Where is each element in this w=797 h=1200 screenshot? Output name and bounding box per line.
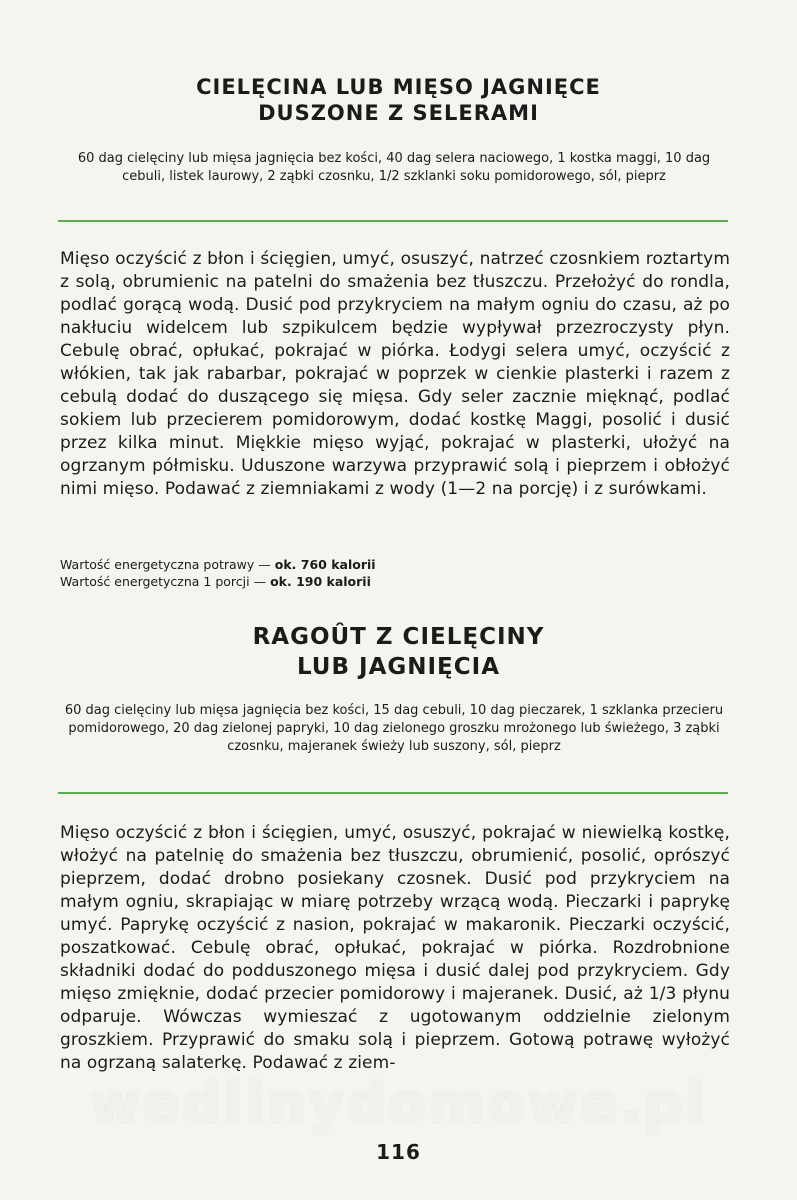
- recipe2-title-line1: RAGOÛT Z CIELĘCINY: [252, 624, 545, 650]
- recipe2-ingredients: 60 dag cielęciny lub mięsa jagnięcia bez kości, 15 dag cebuli, 10 dag pieczarek, 1 szklanka przecieru pomidorowego, 20 dag zielonej papryki, 10 dag zielonego groszku mrożonego lub świeżego, 3 ząbki czosnku, majeranek świeży lub suszony, sól, pieprz: [64, 703, 724, 754]
- watermark: wedlinydomowe.pl: [89, 1072, 708, 1135]
- recipe1-title: [0, 74, 797, 126]
- recipe2-divider: [58, 792, 728, 794]
- recipe2-title: [0, 622, 797, 682]
- energy-dish-row: [60, 556, 620, 573]
- recipe1-instructions: Mięso oczyścić z błon i ścięgien, umyć, osuszyć, natrzeć czosnkiem roztartym z solą, obrumienic na patelni do smażenia bez tłuszczu. Przełożyć do rondla, podlać gorącą wodą. Dusić pod przykryciem na małym ogniu do czasu, aż po nakłuciu widelcem lub szpikulcem będzie wypływał przezroczysty płyn. Cebulę obrać, opłukać, pokrajać w piórka. Łodygi selera umyć, oczyścić z włókien, tak jak rabarbar, pokrajać w poprzek w cienkie plasterki i razem z cebulą dodać do duszącego się mięsa. Gdy seler zacznie mięknąć, podlać sokiem lub przecierem pomidorowym, dodać kostkę Maggi, posolić i dusić przez kilka minut. Miękkie mięso wyjąć, pokrajać w plasterki, ułożyć na ogrzanym półmisku. Uduszone warzywa przyprawić solą i pieprzem i obłożyć nimi mięso. Podawać z ziemniakami z wody (1—2 na porcję) i z surówkami.: [60, 249, 730, 499]
- recipe1-ingredients: 60 dag cielęciny lub mięsa jagnięcia bez kości, 40 dag selera naciowego, 1 kostka maggi, 10 dag cebuli, listek laurowy, 2 ząbki czosnku, 1/2 szklanki soku pomidorowego, sól, pieprz: [77, 151, 711, 184]
- energy-portion-row: [60, 573, 620, 590]
- recipe1-title-line1: CIELĘCINA LUB MIĘSO JAGNIĘCE: [196, 75, 601, 99]
- energy-portion-value: ok. 190 kalorii: [270, 574, 371, 589]
- recipe1-divider: [58, 220, 728, 222]
- energy-dish-value: ok. 760 kalorii: [274, 557, 376, 572]
- recipe2-instructions: Mięso oczyścić z błon i ścięgien, umyć, osuszyć, pokrajać w niewielką kostkę, włożyć na patelnię do smażenia bez tłuszczu, obrumienić, posolić, oprószyć pieprzem, dodać drobno posiekany czosnek. Dusić pod przykryciem na małym ogniu, skrapiając w miarę potrzeby wrzącą wodą. Pieczarki i paprykę umyć. Paprykę oczyścić z nasion, pokrajać w makaronik. Pieczarki oczyścić, poszatkować. Cebulę obrać, opłukać, pokrajać w piórka. Rozdrobnione składniki dodać do podduszonego mięsa i dusić dalej pod przykryciem. Gdy mięso zmięknie, dodać przecier pomidorowy i majeranek. Dusić, aż 1/3 płynu odparuje. Wówczas wymieszać z ugotowanym oddzielnie zielonym groszkiem. Przyprawić do smaku solą i pieprzem. Gotową potrawę wyłożyć na ogrzaną salaterkę. Podawać z ziem-: [60, 823, 730, 1073]
- recipe1-title-line2: DUSZONE Z SELERAMI: [258, 101, 539, 125]
- page-number: 116: [376, 1140, 421, 1164]
- recipe1-energy: [60, 556, 620, 590]
- recipe2-title-line2: LUB JAGNIĘCIA: [296, 654, 501, 680]
- energy-portion-label: Wartość energetyczna 1 porcji —: [60, 574, 267, 589]
- energy-dish-label: Wartość energetyczna potrawy —: [60, 557, 271, 572]
